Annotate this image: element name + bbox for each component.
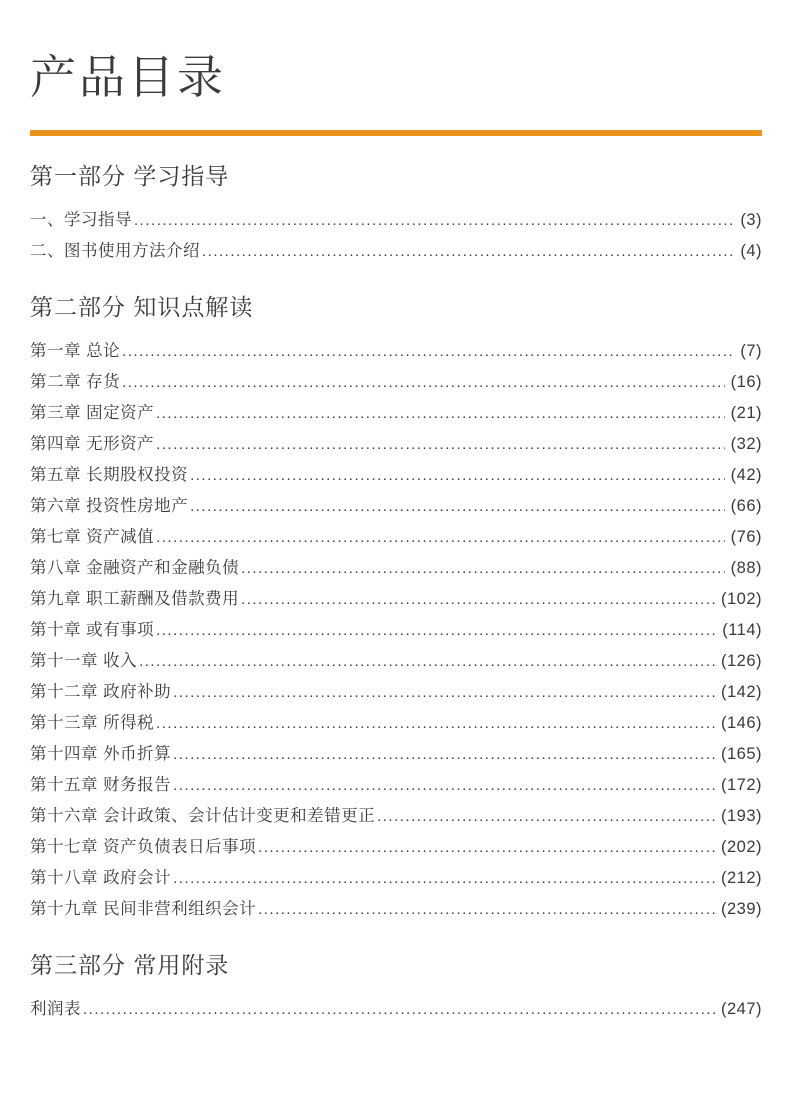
toc-entry-page: (165) xyxy=(720,745,762,763)
toc-entry-page: (102) xyxy=(720,590,762,608)
toc-entry-page: (32) xyxy=(730,435,762,453)
toc-entry xyxy=(30,801,762,832)
toc-entry xyxy=(30,770,762,801)
toc-entry xyxy=(30,739,762,770)
toc-entry-label: 第十章 或有事项 xyxy=(30,621,155,639)
dot-leader xyxy=(241,584,715,615)
toc-entry-label: 第二章 存货 xyxy=(30,373,121,391)
toc-entry-label: 第三章 固定资产 xyxy=(30,404,155,422)
toc-entry xyxy=(30,708,762,739)
toc-entry xyxy=(30,553,762,584)
dot-leader xyxy=(202,236,734,267)
toc-entry-page: (42) xyxy=(730,466,762,484)
toc-entry-label: 第七章 资产减值 xyxy=(30,528,155,546)
dot-leader xyxy=(134,205,734,236)
toc-entry-page: (239) xyxy=(720,900,762,918)
toc-entry-page: (76) xyxy=(730,528,762,546)
toc-entry-page: (247) xyxy=(720,1000,762,1018)
toc-entry-page: (114) xyxy=(722,621,762,639)
toc-entry-page: (126) xyxy=(720,652,762,670)
toc-entry xyxy=(30,994,762,1025)
toc-entry-page: (4) xyxy=(740,242,762,260)
section-heading: 第一部分 学习指导 xyxy=(30,163,230,189)
toc-entry xyxy=(30,491,762,522)
page-title: 产品目录 xyxy=(30,51,226,103)
toc-entry xyxy=(30,832,762,863)
toc-sections xyxy=(30,162,762,1025)
section-heading: 第二部分 知识点解读 xyxy=(30,294,254,320)
toc-entry-label: 第十八章 政府会计 xyxy=(30,869,172,887)
entry-list xyxy=(30,205,762,267)
dot-leader xyxy=(83,994,715,1025)
toc-entry-label: 利润表 xyxy=(30,1000,81,1018)
toc-entry-page: (142) xyxy=(720,683,762,701)
dot-leader xyxy=(173,770,715,801)
toc-entry-label: 第五章 长期股权投资 xyxy=(30,466,189,484)
dot-leader xyxy=(156,708,715,739)
dot-leader xyxy=(156,522,725,553)
dot-leader xyxy=(139,646,715,677)
toc-entry-page: (193) xyxy=(720,807,762,825)
toc-entry xyxy=(30,863,762,894)
toc-entry-label: 第六章 投资性房地产 xyxy=(30,497,189,515)
toc-entry-page: (172) xyxy=(720,776,762,794)
toc-entry-page: (7) xyxy=(740,342,762,360)
toc-entry-page: (202) xyxy=(720,838,762,856)
toc-entry-page: (3) xyxy=(740,211,762,229)
toc-entry-page: (88) xyxy=(730,559,762,577)
dot-leader xyxy=(156,429,725,460)
toc-entry xyxy=(30,460,762,491)
toc-entry-page: (146) xyxy=(720,714,762,732)
dot-leader xyxy=(156,398,725,429)
dot-leader xyxy=(258,894,715,925)
toc-entry-page: (212) xyxy=(720,869,762,887)
toc-entry-label: 一、学习指导 xyxy=(30,211,132,229)
dot-leader xyxy=(173,677,715,708)
toc-entry xyxy=(30,429,762,460)
toc-entry xyxy=(30,522,762,553)
dot-leader xyxy=(377,801,715,832)
dot-leader xyxy=(156,615,716,646)
toc-entry xyxy=(30,584,762,615)
accent-divider xyxy=(30,130,762,136)
toc-entry-label: 二、图书使用方法介绍 xyxy=(30,242,200,260)
toc-entry-label: 第十一章 收入 xyxy=(30,652,138,670)
toc-entry xyxy=(30,398,762,429)
toc-entry-label: 第十六章 会计政策、会计估计变更和差错更正 xyxy=(30,807,376,825)
toc-entry xyxy=(30,336,762,367)
toc-entry-page: (66) xyxy=(730,497,762,515)
dot-leader xyxy=(258,832,715,863)
toc-entry xyxy=(30,894,762,925)
toc-entry-label: 第十九章 民间非营利组织会计 xyxy=(30,900,257,918)
toc-entry-label: 第十二章 政府补助 xyxy=(30,683,172,701)
toc-entry-label: 第九章 职工薪酬及借款费用 xyxy=(30,590,240,608)
toc-entry xyxy=(30,205,762,236)
dot-leader xyxy=(122,336,734,367)
toc-entry-label: 第一章 总论 xyxy=(30,342,121,360)
toc-entry-label: 第八章 金融资产和金融负债 xyxy=(30,559,240,577)
toc-entry-label: 第四章 无形资产 xyxy=(30,435,155,453)
dot-leader xyxy=(173,739,715,770)
dot-leader xyxy=(190,460,725,491)
toc-entry-label: 第十七章 资产负债表日后事项 xyxy=(30,838,257,856)
toc-entry-label: 第十三章 所得税 xyxy=(30,714,155,732)
toc-entry xyxy=(30,677,762,708)
toc-entry-label: 第十四章 外币折算 xyxy=(30,745,172,763)
toc-entry xyxy=(30,367,762,398)
toc-entry-label: 第十五章 财务报告 xyxy=(30,776,172,794)
toc-entry xyxy=(30,236,762,267)
dot-leader xyxy=(122,367,725,398)
toc-entry-page: (21) xyxy=(730,404,762,422)
dot-leader xyxy=(190,491,725,522)
dot-leader xyxy=(241,553,725,584)
toc-entry xyxy=(30,615,762,646)
toc-entry xyxy=(30,646,762,677)
dot-leader xyxy=(173,863,715,894)
section-heading: 第三部分 常用附录 xyxy=(30,952,230,978)
toc-entry-page: (16) xyxy=(730,373,762,391)
entry-list xyxy=(30,336,762,925)
entry-list xyxy=(30,994,762,1025)
